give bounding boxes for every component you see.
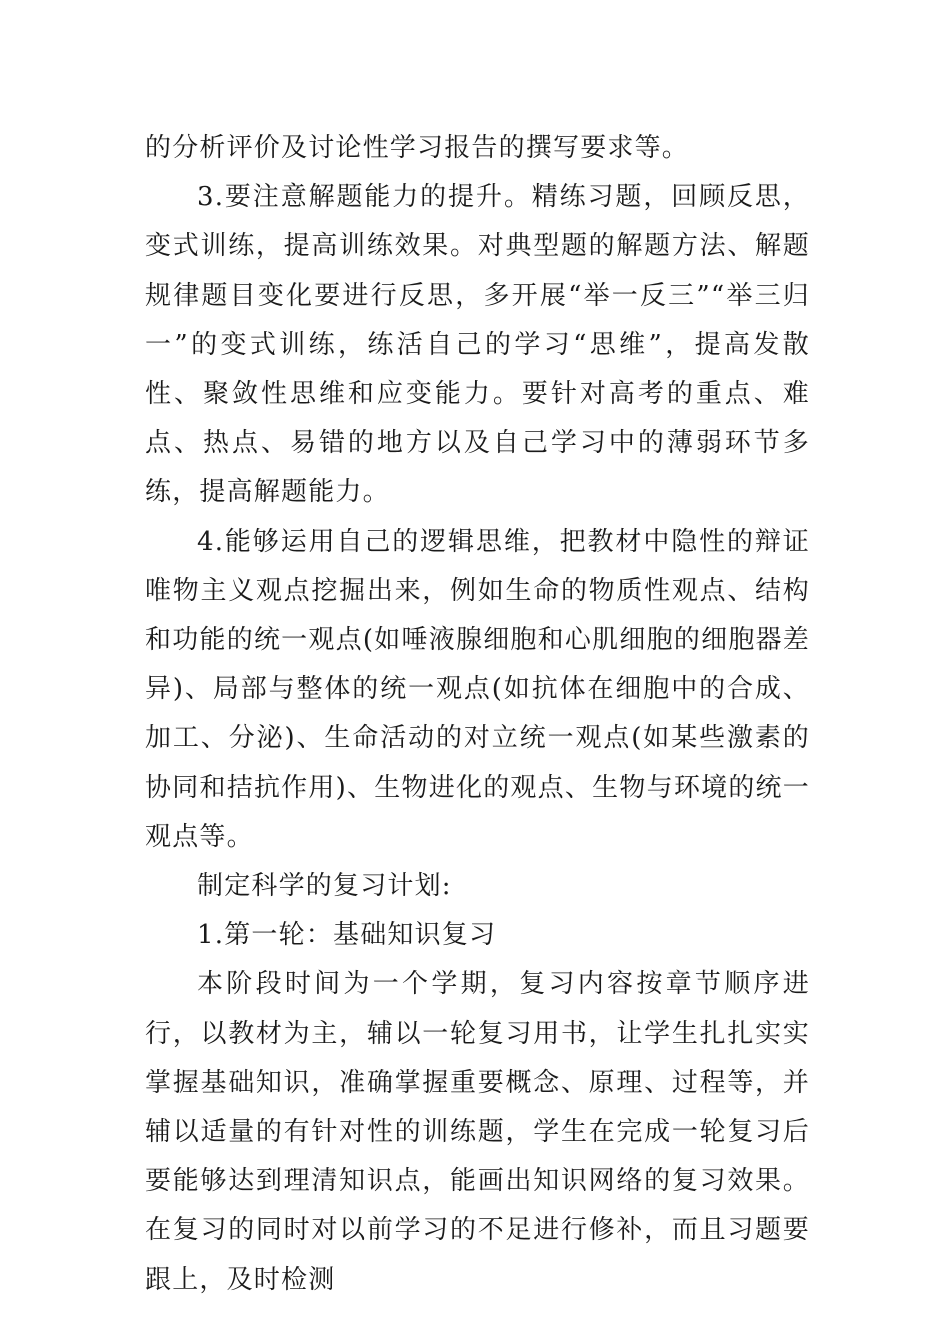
paragraph-continuation: 的分析评价及讨论性学习报告的撰写要求等。 bbox=[145, 133, 690, 163]
paragraph-first-round-body: 本阶段时间为一个学期，复习内容按章节顺序进行，以教材为主，辅以一轮复习用书，让学生扎扎实实掌握基础知识，准确掌握重要概念、原理、过程等，并辅以适量的有针对性的训练题，学生在完成一轮复习后要能够达到理清知识点，能画出知识网络的复习效果。在复习的同时对以前学习的不足进行修补，而且习题要跟上，及时检测 bbox=[145, 969, 810, 1295]
document-body bbox=[145, 124, 810, 1305]
paragraph-point-3: 3.要注意解题能力的提升。精练习题，回顾反思，变式训练，提高训练效果。对典型题的解题方法、解题规律题目变化要进行反思，多开展“举一反三”“举三归一”的变式训练，练活自己的学习“思维”，提高发散性、聚敛性思维和应变能力。要针对高考的重点、难点、热点、易错的地方以及自己学习中的薄弱环节多练，提高解题能力。 bbox=[145, 182, 810, 508]
paragraph-first-round-heading: 1.第一轮：基础知识复习 bbox=[197, 920, 497, 951]
paragraph-plan-heading: 制定科学的复习计划: bbox=[197, 871, 452, 902]
paragraph-point-4: 4.能够运用自己的逻辑思维，把教材中隐性的辩证唯物主义观点挖掘出来，例如生命的物质性观点、结构和功能的统一观点(如唾液腺细胞和心肌细胞的细胞器差异)、局部与整体的统一观点(如抗体在细胞中的合成、加工、分泌)、生命活动的对立统一观点(如某些激素的协同和拮抗作用)、生物进化的观点、生物与环境的统一观点等。 bbox=[145, 526, 810, 852]
